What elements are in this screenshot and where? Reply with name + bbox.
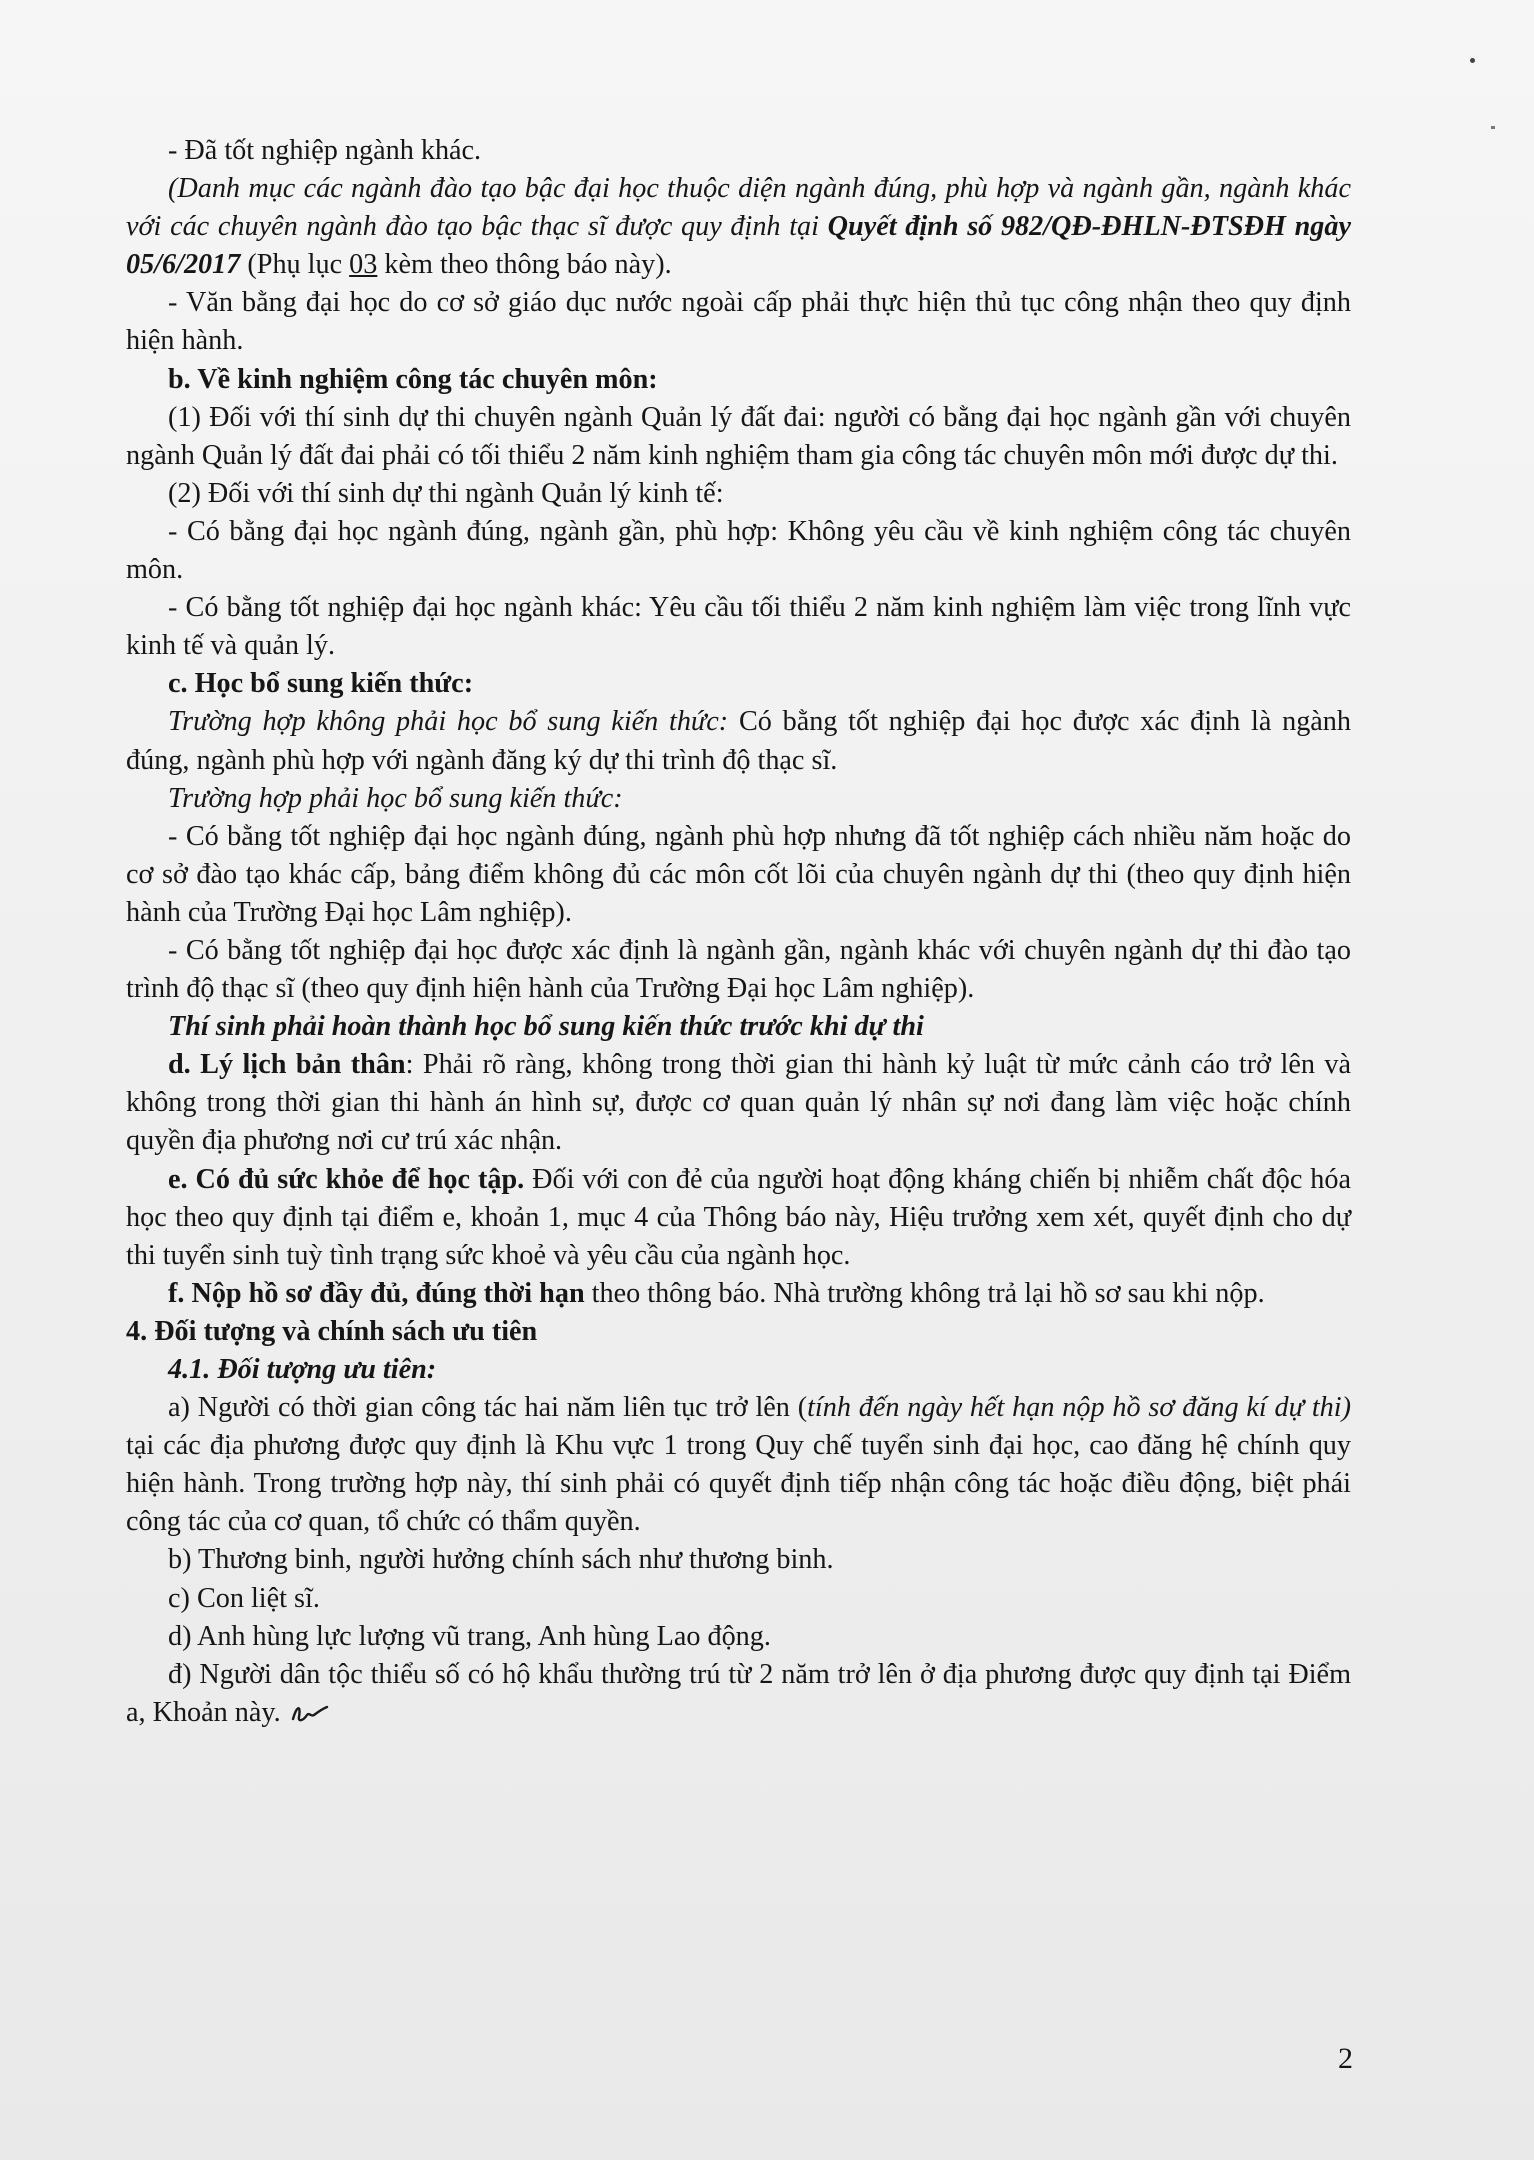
paragraph: Trường hợp không phải học bổ sung kiến thức: Có bằng tốt nghiệp đại học được xác định là ngành đúng, ngành phù hợp với ngành đăng ký dự thi trình độ thạc sĩ. <box>126 706 1351 776</box>
decision-reference: Quyết định số 982/QĐ-ĐHLN-ĐTSĐH ngày 05/6/2017 <box>126 211 1351 281</box>
initial-signature-icon <box>289 1701 329 1725</box>
paragraph: - Đã tốt nghiệp ngành khác. <box>168 135 482 166</box>
paragraph: - Có bằng tốt nghiệp đại học ngành khác: Yêu cầu tối thiểu 2 năm kinh nghiệm làm việc trong lĩnh vực kinh tế và quản lý. <box>126 592 1351 662</box>
page-number: 2 <box>1338 2042 1353 2075</box>
section-heading-e: e. Có đủ sức khỏe để học tập. <box>168 1163 525 1195</box>
paragraph: d) Anh hùng lực lượng vũ trang, Anh hùng Lao động. <box>168 1620 771 1652</box>
section-heading-f: f. Nộp hồ sơ đầy đủ, đúng thời hạn <box>168 1277 585 1309</box>
paragraph: (1) Đối với thí sinh dự thi chuyên ngành Quản lý đất đai: người có bằng đại học ngành gần với chuyên ngành Quản lý đất đai phải có tối thiểu 2 năm kinh nghiệm tham gia công tác chuyên môn mới được dự thi. <box>126 401 1351 471</box>
paragraph: đ) Người dân tộc thiểu số có hộ khẩu thường trú từ 2 năm trở lên ở địa phương được quy định tại Điểm a, Khoản này. <box>126 1658 1351 1728</box>
section-heading-b: b. Về kinh nghiệm công tác chuyên môn: <box>168 363 658 395</box>
speck-mark <box>1491 126 1495 129</box>
paragraph: - Có bằng tốt nghiệp đại học được xác định là ngành gần, ngành khác với chuyên ngành dự thi đào tạo trình độ thạc sĩ (theo quy định hiện hành của Trường Đại học Lâm nghiệp). <box>126 934 1351 1005</box>
appendix-number: 03 <box>349 249 378 281</box>
subsection-heading-4-1: 4.1. Đối tượng ưu tiên: <box>168 1354 437 1385</box>
emphasis-note: Thí sinh phải hoàn thành học bổ sung kiến thức trước khi dự thi <box>168 1011 924 1043</box>
paragraph: c) Con liệt sĩ. <box>168 1582 320 1614</box>
paragraph: - Có bằng đại học ngành đúng, ngành gần, phù hợp: Không yêu cầu về kinh nghiệm công tác chuyên môn. <box>126 515 1351 586</box>
section-heading-c: c. Học bổ sung kiến thức: <box>168 668 474 700</box>
paragraph: a) Người có thời gian công tác hai năm liên tục trở lên (tính đến ngày hết hạn nộp hồ sơ đăng kí dự thi) tại các địa phương được quy định là Khu vực 1 trong Quy chế tuyển sinh đại học, cao đăng hệ chính quy hiện hành. Trong trường hợp này, thí sinh phải có quyết định tiếp nhận công tác hoặc điều động, biệt phái công tác của cơ quan, tổ chức có thẩm quyền. <box>126 1392 1351 1538</box>
paragraph-note: (Danh mục các ngành đào tạo bậc đại học thuộc diện ngành đúng, phù hợp và ngành gần, ngành khác với các chuyên ngành đào tạo bậc thạc sĩ được quy định tại Quyết định số 982/QĐ-ĐHLN-ĐTSĐH ngày 05/6/2017 (Phụ lục 03 kèm theo thông báo này). <box>126 173 1351 281</box>
paragraph: b) Thương binh, người hưởng chính sách như thương binh. <box>168 1544 834 1576</box>
paragraph: Trường hợp phải học bổ sung kiến thức: <box>168 782 623 814</box>
document-body <box>126 132 1351 1732</box>
paragraph: - Có bằng tốt nghiệp đại học ngành đúng, ngành phù hợp nhưng đã tốt nghiệp cách nhiều năm hoặc do cơ sở đào tạo khác cấp, bảng điểm không đủ các môn cốt lõi của chuyên ngành dự thi (theo quy định hiện hành của Trường Đại học Lâm nghiệp). <box>126 820 1351 928</box>
section-heading-d: d. Lý lịch bản thân <box>168 1049 406 1081</box>
paragraph: d. Lý lịch bản thân: Phải rõ ràng, không trong thời gian thi hành kỷ luật từ mức cảnh cáo trở lên và không trong thời gian thi hành án hình sự, được cơ quan quản lý nhân sự nơi đang làm việc hoặc chính quyền địa phương nơi cư trú xác nhận. <box>126 1049 1351 1157</box>
paragraph: (2) Đối với thí sinh dự thi ngành Quản lý kinh tế: <box>168 477 724 509</box>
paragraph: - Văn bằng đại học do cơ sở giáo dục nước ngoài cấp phải thực hiện thủ tục công nhận theo quy định hiện hành. <box>126 287 1351 357</box>
speck-mark <box>1470 58 1475 63</box>
paragraph: e. Có đủ sức khỏe để học tập. Đối với con đẻ của người hoạt động kháng chiến bị nhiễm chất độc hóa học theo quy định tại điểm e, khoản 1, mục 4 của Thông báo này, Hiệu trưởng xem xét, quyết định cho dự thi tuyển sinh tuỳ tình trạng sức khoẻ và yêu cầu của ngành học. <box>126 1163 1351 1271</box>
section-heading-4: 4. Đối tượng và chính sách ưu tiên <box>126 1315 538 1347</box>
paragraph: f. Nộp hồ sơ đầy đủ, đúng thời hạn theo thông báo. Nhà trường không trả lại hồ sơ sau khi nộp. <box>168 1277 1265 1309</box>
